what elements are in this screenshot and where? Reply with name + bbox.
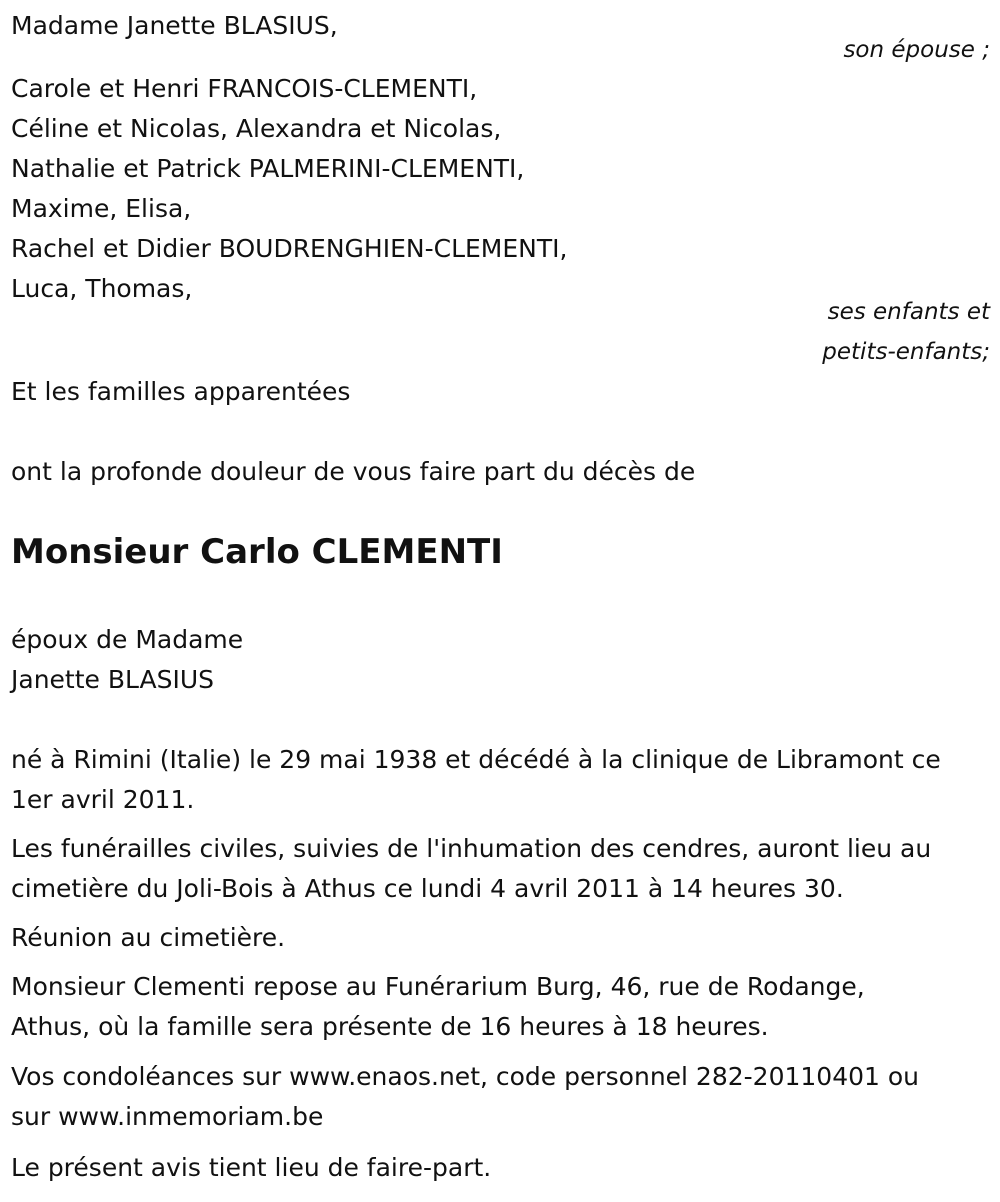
spouse-name-line: Madame Janette BLASIUS, bbox=[11, 11, 338, 40]
condolences-line1: Vos condoléances sur www.enaos.net, code personnel 282-20110401 ou bbox=[11, 1062, 920, 1091]
children-line: Maxime, Elisa, bbox=[11, 194, 192, 223]
rest-line1: Monsieur Clementi repose au Funérarium Burg, 46, rue de Rodange, bbox=[11, 972, 865, 1001]
spouse-of-line1: époux de Madame bbox=[11, 625, 244, 654]
spouse-role: son épouse ; bbox=[843, 37, 990, 63]
notice-line: Le présent avis tient lieu de faire-part. bbox=[11, 1153, 492, 1182]
children-line: Luca, Thomas, bbox=[11, 274, 193, 303]
condolences-line2: sur www.inmemoriam.be bbox=[11, 1102, 324, 1131]
birth-death-line1: né à Rimini (Italie) le 29 mai 1938 et décédé à la clinique de Libramont ce bbox=[11, 745, 941, 774]
spouse-of-line2: Janette BLASIUS bbox=[11, 665, 215, 694]
announcement-line: ont la profonde douleur de vous faire part du décès de bbox=[11, 457, 696, 486]
children-line: Nathalie et Patrick PALMERINI-CLEMENTI, bbox=[11, 154, 525, 183]
deceased-name: Monsieur Carlo CLEMENTI bbox=[11, 532, 503, 572]
children-role-line1: ses enfants et bbox=[827, 299, 990, 325]
birth-death-line2: 1er avril 2011. bbox=[11, 785, 195, 814]
meeting-line: Réunion au cimetière. bbox=[11, 923, 286, 952]
children-role-line2: petits-enfants; bbox=[822, 339, 990, 365]
children-line: Céline et Nicolas, Alexandra et Nicolas, bbox=[11, 114, 502, 143]
children-line: Carole et Henri FRANCOIS-CLEMENTI, bbox=[11, 74, 478, 103]
funeral-line2: cimetière du Joli-Bois à Athus ce lundi 4 avril 2011 à 14 heures 30. bbox=[11, 874, 844, 903]
families-line: Et les familles apparentées bbox=[11, 377, 351, 406]
funeral-line1: Les funérailles civiles, suivies de l'inhumation des cendres, auront lieu au bbox=[11, 834, 932, 863]
rest-line2: Athus, où la famille sera présente de 16 heures à 18 heures. bbox=[11, 1012, 769, 1041]
children-line: Rachel et Didier BOUDRENGHIEN-CLEMENTI, bbox=[11, 234, 568, 263]
